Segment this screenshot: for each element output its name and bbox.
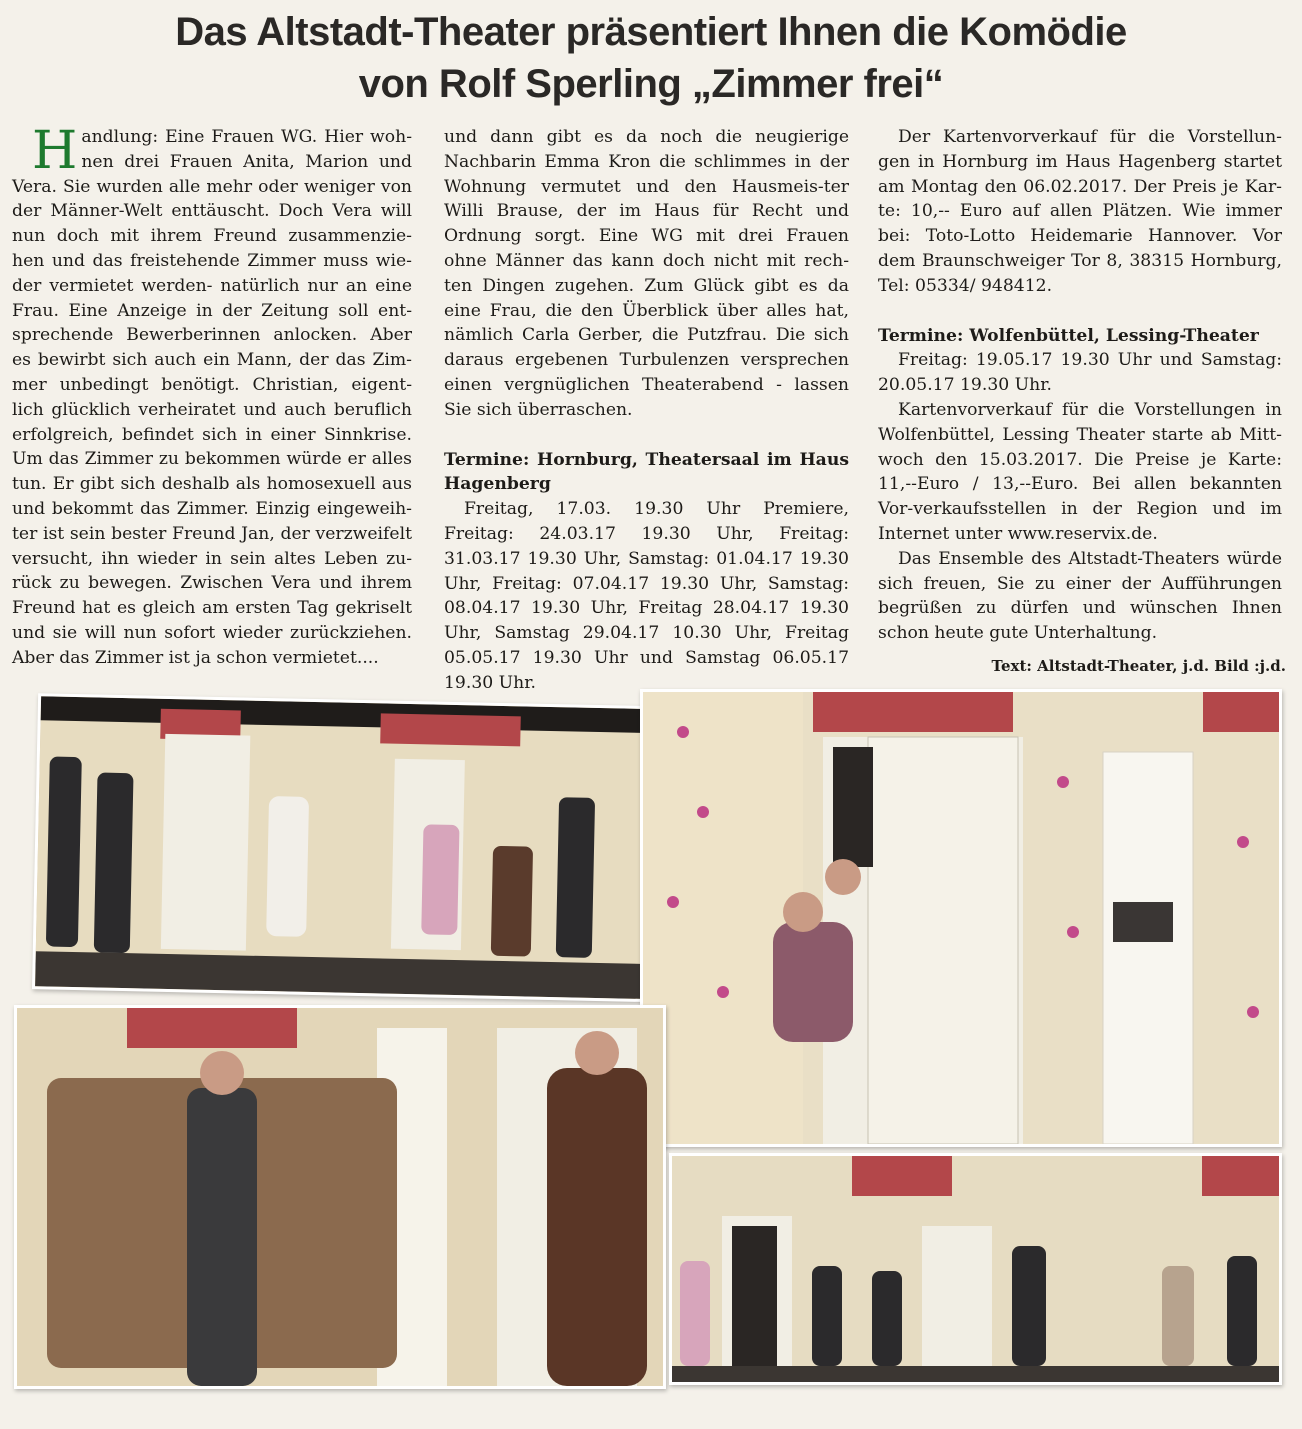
stage-photo-door [643,692,1279,1144]
text-line: einen vergnüglichen Theaterabend - lassen [444,374,849,395]
text-line: es bewirbt sich auch ein Mann, der das Zim-​ [12,350,412,371]
text-line: mer unbedingt benötigt. Christian, eigent-​ [12,374,412,395]
text-line: und sie will nun sofort wieder zurückziehen. [12,622,412,643]
text-line: Freund hat es gleich am ersten Tag gekriselt [12,598,412,619]
text-line: 07.04.17 19.30 Uhr, Samstag: 08.04.17 19.30 [444,573,849,619]
text-line: Uhr, Samstag: 01.04.17 19.30 Uhr, Freitag: [444,548,849,594]
text-line: 29.04.17 10.30 Uhr, Freitag 05.05.17 19.30 [444,623,849,668]
text-line: nun doch mit ihrem Freund zusammenzie-​ [12,226,412,247]
text-line: begrüßen zu dürfen und wünschen Ihnen [878,598,1282,619]
text-line: der Wohnung vermutet und den Hausmeis-​ [444,151,849,197]
photo-credit: Text: Altstadt-Theater, j.d. Bild :j.d. [991,657,1286,675]
text-line: eine Frau, die den Überblick über alles hat, [444,300,849,321]
text-line: und dann gibt es da noch die neugierige [444,127,849,147]
text-line: rück zu bewegen. Zwischen Vera und ihrem [12,573,412,594]
text-line: Um das Zimmer zu bekommen würde er alles [12,449,412,470]
stage-photo-finale [672,1156,1279,1382]
text-line: te: 10,-- Euro auf allen Plätzen. Wie immer [878,201,1282,222]
text-line: -Euro / 13,--Euro. Bei allen bekannten Vor-​ [878,474,1282,520]
headline [0,6,1302,110]
text-line: dem Braunschweiger Tor 8, 38315 Hornburg, [878,250,1282,271]
headline-line-2: von Rolf Sperling „Zimmer frei“ [358,62,944,106]
text-line: woch den 15.03.2017. Die Preise je Karte: 11,-​ [878,449,1282,495]
text-line: sich freuen, Sie zu einer der Aufführungen [878,573,1282,594]
text-line: Vera. Sie wurden alle mehr oder weniger von [12,176,412,197]
text-line: erfolgreich, befindet sich in einer Sinnkrise. [12,424,412,445]
article-column-3 [878,125,1282,646]
text-line: Uhr, Freitag 28.04.17 19.30 Uhr, Samstag [444,598,849,644]
article-column-2 [444,125,849,696]
dropcap: H [32,121,78,181]
text-line: nen drei Frauen Anita, Marion und [81,151,412,172]
text-line: Kartenvorverkauf für die Vorstellungen in [898,399,1282,420]
text-line: daraus ergebenen Turbulenzen versprechen [444,350,849,371]
text-line: unter www.reservix.de. [954,523,1158,544]
text-line: ten Dingen zugehen. Zum Glück gibt es da [444,275,849,296]
text-line: Uhr und Samstag 06.05.17 19.30 Uhr. [444,647,850,693]
text-line: schon heute gute Unterhaltung. [878,623,1158,644]
text-line: gen in Hornburg im Haus Hagenberg startet [878,151,1282,172]
text-line: Ordnung sorgt. Eine WG mit drei Frauen [444,226,849,247]
text-line: am Montag den 06.02.2017. Der Preis je Kar-​ [878,176,1282,197]
text-line: ter Willi Brause, der im Haus für Recht und [444,176,849,222]
text-line: Tel: 05334/ 948412. [878,275,1053,296]
text-line: verkaufsstellen in der Region und im Internet [878,499,1282,544]
text-line: 24.03.17 19.30 Uhr, Freitag: 31.03.17 19.30 [444,523,849,569]
article-column-1 [12,121,412,671]
text-line: ohne Männer das kann doch nicht mit rech-​ [444,250,849,271]
section-heading-hornburg: Termine: Hornburg, Theatersaal im Haus Hagenberg [444,449,849,495]
text-line: und bekommt das Zimmer. Einzig eingeweih-​ [12,498,412,519]
section-heading-wolfenbuettel: Termine: Wolfenbüttel, Lessing-Theater [878,325,1259,346]
text-line: Aber das Zimmer ist ja schon vermietet.... [12,647,379,668]
stage-photo-blanket [17,1008,663,1386]
text-line: Freitag: 19.05.17 19.30 Uhr und Samstag: [898,350,1282,371]
text-line: hen und das freistehende Zimmer muss wie-​ [12,250,412,271]
text-line: sprechende Bewerberinnen anlocken. Aber [12,325,412,346]
text-line: Frau. Eine Anzeige in der Zeitung soll ent-​ [12,300,412,321]
text-line: Sie sich überraschen. [444,399,633,420]
text-line: bei: Toto-Lotto Heidemarie Hannover. Vor [878,226,1282,247]
text-line: Der Kartenvorverkauf für die Vorstellun-​ [898,127,1282,147]
text-line: versucht, ihn wieder in sein altes Leben zu-​ [12,548,412,569]
text-line: Nachbarin Emma Kron die schlimmes in [444,151,820,172]
text-line: nämlich Carla Gerber, die Putzfrau. Die sich [444,325,849,346]
text-line: Das Ensemble des Altstadt-Theaters würde [898,548,1282,569]
text-line: andlung: Eine Frauen WG. Hier woh-​ [81,127,412,147]
text-line: tun. Er gibt sich deshalb als homosexuell aus [12,474,412,495]
text-line: lich glücklich verheiratet und auch beruflich [12,399,412,420]
text-line: der Männer-Welt enttäuscht. Doch Vera will [12,201,412,222]
text-line: der vermietet werden- natürlich nur an eine [12,275,412,296]
headline-line-1: Das Altstadt-Theater präsentiert Ihnen die Komödie [175,10,1127,54]
text-line: 20.05.17 19.30 Uhr. [878,375,1053,396]
text-line: ter ist sein bester Freund Jan, der verzweifelt [12,523,412,544]
text-line: Wolfenbüttel, Lessing Theater starte ab Mitt-​ [878,424,1282,445]
text-line: Freitag, 17.03. 19.30 Uhr Premiere, Freitag: [444,499,849,544]
stage-photo-ensemble [35,696,685,999]
